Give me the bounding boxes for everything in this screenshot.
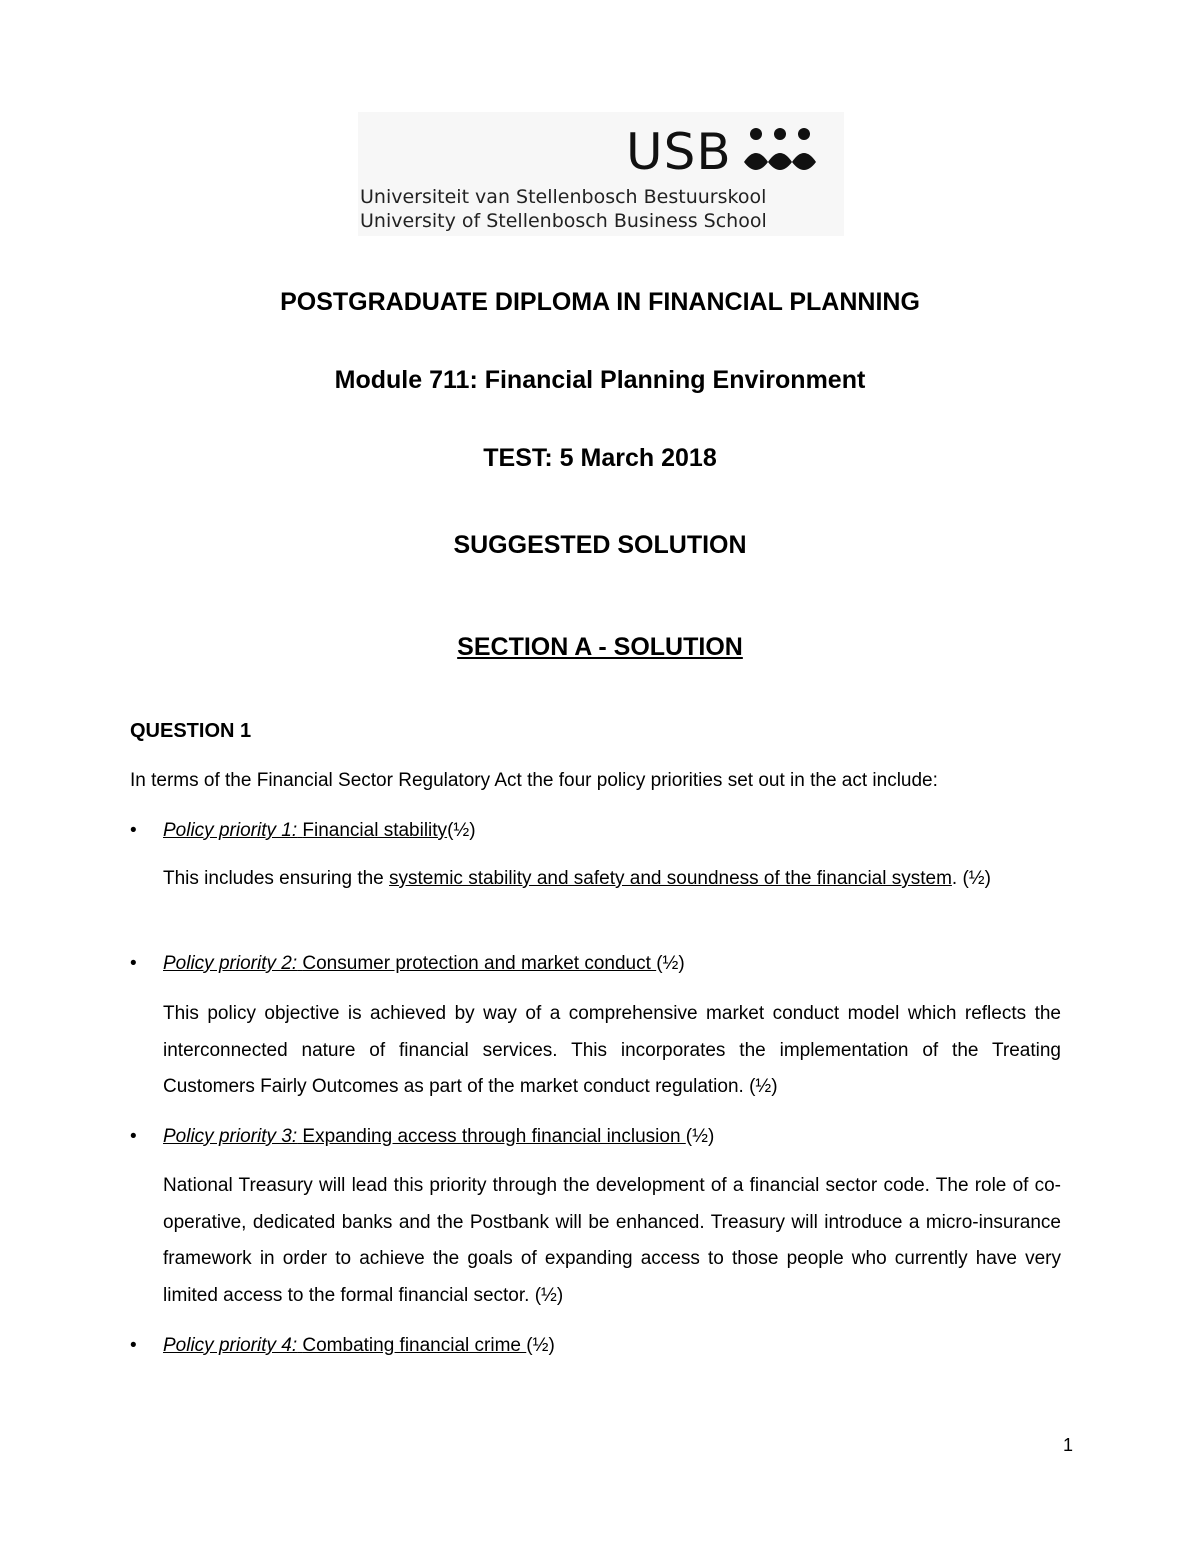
priority-mark: (½) xyxy=(447,820,476,841)
priority-3-text: National Treasury will lead this priority through the development of a financial sector code. The role of co-operative, dedicated banks and the Postbank will be enhanced. Treasury will introduce a micro-insurance framework in order to achieve the goals of expanding access to those people who currently have very limited access to the formal financial sector. (½) xyxy=(163,1175,1061,1306)
priority-label: Policy priority 3: xyxy=(163,1126,298,1147)
priority-name: Combating financial crime xyxy=(302,1335,527,1356)
logo-afrikaans-name: Universiteit van Stellenbosch Bestuurskool xyxy=(360,186,767,208)
page-number: 1 xyxy=(1063,1435,1074,1455)
priority-2-text: This policy objective is achieved by way of a comprehensive market conduct model which reflects the interconnected nature of financial services. This incorporates the implementation of the Treating Customers Fairly Outcomes as part of the market conduct regulation. (½) xyxy=(163,1003,1061,1097)
priority-1-heading xyxy=(130,818,476,844)
usb-logo xyxy=(358,112,844,236)
priority-name: Expanding access through financial inclusion xyxy=(302,1126,686,1147)
priority-label: Policy priority 1: xyxy=(163,820,298,841)
bullet-icon: • xyxy=(130,1335,137,1356)
priority-name: Consumer protection and market conduct xyxy=(302,953,657,974)
priority-label: Policy priority 2: xyxy=(163,953,298,974)
priority-label: Policy priority 4: xyxy=(163,1335,298,1356)
logo-dots-icon xyxy=(738,122,828,182)
logo-english-name: University of Stellenbosch Business School xyxy=(360,210,767,232)
module-title: Module 711: Financial Planning Environment xyxy=(334,366,866,394)
priority-mark: (½) xyxy=(656,953,685,974)
priority-name: Financial stability xyxy=(302,820,448,841)
priority-4-heading xyxy=(130,1333,555,1359)
bullet-icon: • xyxy=(130,820,137,841)
priority-3-heading xyxy=(130,1124,714,1150)
priority-mark: (½) xyxy=(526,1335,555,1356)
test-date: TEST: 5 March 2018 xyxy=(483,444,717,472)
priority-1-text: This includes ensuring the systemic stability and safety and soundness of the financial system. (½) xyxy=(163,868,991,889)
question-intro: In terms of the Financial Sector Regulatory Act the four policy priorities set out in the act include: xyxy=(130,770,938,791)
priority-mark: (½) xyxy=(685,1126,715,1147)
program-title: POSTGRADUATE DIPLOMA IN FINANCIAL PLANNING xyxy=(280,288,920,316)
logo-wordmark: USB xyxy=(626,123,732,181)
priority-2-heading xyxy=(130,951,685,977)
bullet-icon: • xyxy=(130,1126,137,1147)
solution-title: SUGGESTED SOLUTION xyxy=(453,531,747,559)
question-title: QUESTION 1 xyxy=(130,720,252,742)
section-title: SECTION A - SOLUTION xyxy=(457,633,743,661)
bullet-icon: • xyxy=(130,953,137,974)
